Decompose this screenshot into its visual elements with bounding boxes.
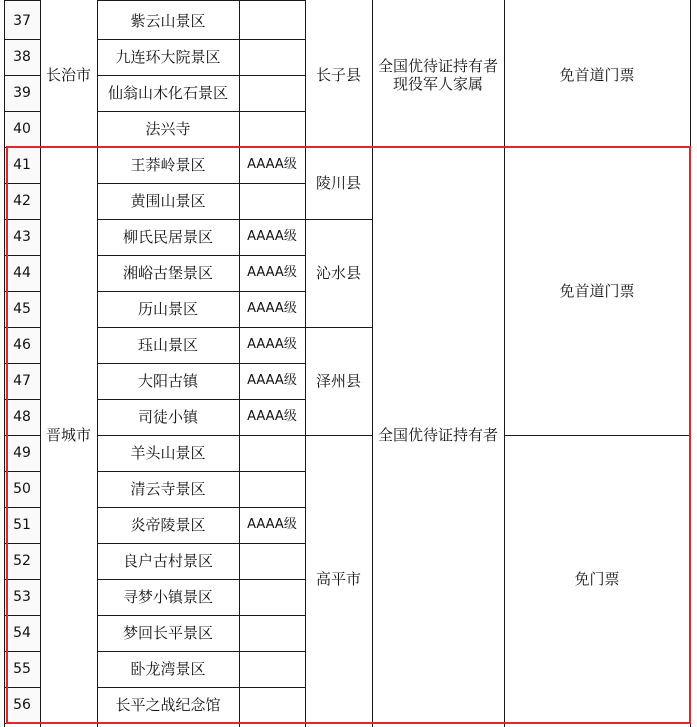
grid-line: [97, 471, 306, 472]
scenic-site-cell[interactable]: 羊头山景区: [130, 444, 206, 462]
county-cell[interactable]: 沁水县: [315, 264, 361, 282]
grid-line: [4, 255, 41, 256]
row-number-cell[interactable]: 46: [4, 327, 40, 363]
scenic-site-cell[interactable]: 珏山景区: [137, 336, 198, 354]
grid-line: [504, 147, 691, 148]
ticket-policy-cell[interactable]: 免门票: [574, 570, 620, 588]
grid-line: [97, 183, 306, 184]
scenic-site-cell[interactable]: 寻梦小镇景区: [122, 588, 213, 606]
grid-line: [4, 147, 41, 148]
grid-line: [4, 399, 41, 400]
scenic-site-cell[interactable]: 历山景区: [137, 300, 198, 318]
grade-cell[interactable]: [239, 183, 305, 219]
scenic-site-cell[interactable]: 清云寺景区: [130, 480, 206, 498]
grid-line: [372, 723, 505, 724]
row-number-cell[interactable]: 56: [4, 687, 40, 723]
scenic-site-cell[interactable]: 梦回长平景区: [122, 624, 213, 642]
grid-line: [97, 327, 306, 328]
grade-cell[interactable]: [239, 543, 305, 579]
row-number-cell[interactable]: 55: [4, 651, 40, 687]
grid-line: [4, 0, 41, 1]
grid-line: [97, 0, 306, 1]
grid-line: [97, 435, 306, 436]
scenic-site-cell[interactable]: 九连环大院景区: [115, 48, 221, 66]
grid-line: [4, 723, 41, 724]
grade-cell[interactable]: [239, 615, 305, 651]
grid-line: [40, 723, 98, 724]
scenic-site-cell[interactable]: 良户古村景区: [122, 552, 213, 570]
county-cell[interactable]: 长子县: [315, 66, 361, 84]
grid-line: [504, 723, 691, 724]
grid-line: [97, 723, 306, 724]
grid-line: [4, 579, 41, 580]
row-number-cell[interactable]: 49: [4, 435, 40, 471]
grid-line: [97, 363, 306, 364]
row-number-cell[interactable]: 40: [4, 111, 40, 147]
grid-line: [4, 75, 41, 76]
grid-line: [4, 435, 41, 436]
grid-line: [305, 147, 373, 148]
grid-line: [97, 219, 306, 220]
grid-line: [97, 291, 306, 292]
scenic-site-cell[interactable]: 柳氏民居景区: [122, 228, 213, 246]
grade-cell[interactable]: [239, 471, 305, 507]
grid-line: [4, 111, 41, 112]
grade-cell[interactable]: [239, 75, 305, 111]
grade-cell[interactable]: [239, 435, 305, 471]
grid-line: [4, 687, 41, 688]
grade-cell[interactable]: AAAA级: [247, 337, 297, 352]
city-cell[interactable]: 长治市: [45, 66, 91, 84]
city-cell[interactable]: 晋城市: [45, 426, 91, 444]
grade-cell[interactable]: [239, 687, 305, 723]
scenic-site-cell[interactable]: 法兴寺: [145, 120, 191, 138]
row-number-cell[interactable]: 38: [4, 39, 40, 75]
row-number-cell[interactable]: 41: [4, 147, 40, 183]
grid-line: [504, 0, 505, 727]
scenic-site-cell[interactable]: 大阳古镇: [137, 372, 198, 390]
grade-cell[interactable]: AAAA级: [247, 265, 297, 280]
row-number-cell[interactable]: 50: [4, 471, 40, 507]
row-number-cell[interactable]: 42: [4, 183, 40, 219]
scenic-site-cell[interactable]: 王莽岭景区: [130, 156, 206, 174]
row-number-cell[interactable]: 53: [4, 579, 40, 615]
grid-line: [305, 327, 373, 328]
grade-cell[interactable]: [239, 111, 305, 147]
ticket-policy-cell[interactable]: 免首道门票: [559, 66, 635, 84]
grade-cell[interactable]: [239, 3, 305, 39]
row-number-cell[interactable]: 44: [4, 255, 40, 291]
grid-line: [97, 399, 306, 400]
scenic-site-cell[interactable]: 紫云山景区: [130, 12, 206, 30]
county-cell[interactable]: 陵川县: [315, 174, 361, 192]
grade-cell[interactable]: AAAA级: [247, 301, 297, 316]
grid-line: [97, 75, 306, 76]
grade-cell[interactable]: [239, 39, 305, 75]
grid-line: [4, 219, 41, 220]
grade-cell[interactable]: AAAA级: [247, 229, 297, 244]
scenic-site-cell[interactable]: 黄围山景区: [130, 192, 206, 210]
row-number-cell[interactable]: 39: [4, 75, 40, 111]
row-number-cell[interactable]: 37: [4, 3, 40, 39]
grid-line: [97, 615, 306, 616]
county-cell[interactable]: 高平市: [315, 570, 361, 588]
grid-line: [97, 651, 306, 652]
grade-cell[interactable]: AAAA级: [247, 409, 297, 424]
grade-cell[interactable]: [239, 651, 305, 687]
scenic-site-cell[interactable]: 湘峪古堡景区: [122, 264, 213, 282]
grade-cell[interactable]: [239, 579, 305, 615]
grid-line: [305, 435, 373, 436]
grid-line: [4, 651, 41, 652]
scenic-site-cell[interactable]: 仙翁山木化石景区: [107, 84, 228, 102]
grid-line: [97, 255, 306, 256]
grid-line: [372, 0, 373, 727]
grid-line: [504, 435, 691, 436]
grid-line: [4, 507, 41, 508]
grid-line: [4, 615, 41, 616]
row-number-cell[interactable]: 51: [4, 507, 40, 543]
grid-line: [97, 687, 306, 688]
grid-line: [97, 39, 306, 40]
grid-line: [305, 723, 373, 724]
scenic-site-cell[interactable]: 长平之战纪念馆: [115, 696, 221, 714]
grid-line: [4, 327, 41, 328]
grid-line: [4, 471, 41, 472]
row-number-cell[interactable]: 52: [4, 543, 40, 579]
grid-line: [4, 183, 41, 184]
grid-line: [97, 147, 306, 148]
row-number-cell[interactable]: 54: [4, 615, 40, 651]
grid-line: [4, 39, 41, 40]
grade-cell[interactable]: AAAA级: [247, 157, 297, 172]
grid-line: [97, 111, 306, 112]
ticket-policy-cell[interactable]: 免首道门票: [559, 282, 635, 300]
grid-line: [4, 543, 41, 544]
scenic-site-cell[interactable]: 司徒小镇: [137, 408, 198, 426]
row-number-cell[interactable]: 43: [4, 219, 40, 255]
grid-line: [372, 147, 505, 148]
eligibility-cell[interactable]: 全国优待证持有者: [377, 426, 498, 444]
row-number-cell[interactable]: 45: [4, 291, 40, 327]
grade-cell[interactable]: AAAA级: [247, 517, 297, 532]
row-number-cell[interactable]: 48: [4, 399, 40, 435]
grid-line: [40, 147, 98, 148]
grid-line: [97, 507, 306, 508]
grid-line: [305, 219, 373, 220]
eligibility-cell[interactable]: 全国优待证持有者 现役军人家属: [377, 57, 498, 93]
scenic-site-cell[interactable]: 炎帝陵景区: [130, 516, 206, 534]
county-cell[interactable]: 泽州县: [315, 372, 361, 390]
grid-line: [4, 363, 41, 364]
grid-line: [4, 291, 41, 292]
grid-line: [97, 543, 306, 544]
grid-line: [690, 0, 691, 727]
grade-cell[interactable]: AAAA级: [247, 373, 297, 388]
scenic-site-cell[interactable]: 卧龙湾景区: [130, 660, 206, 678]
grid-line: [97, 579, 306, 580]
row-number-cell[interactable]: 47: [4, 363, 40, 399]
